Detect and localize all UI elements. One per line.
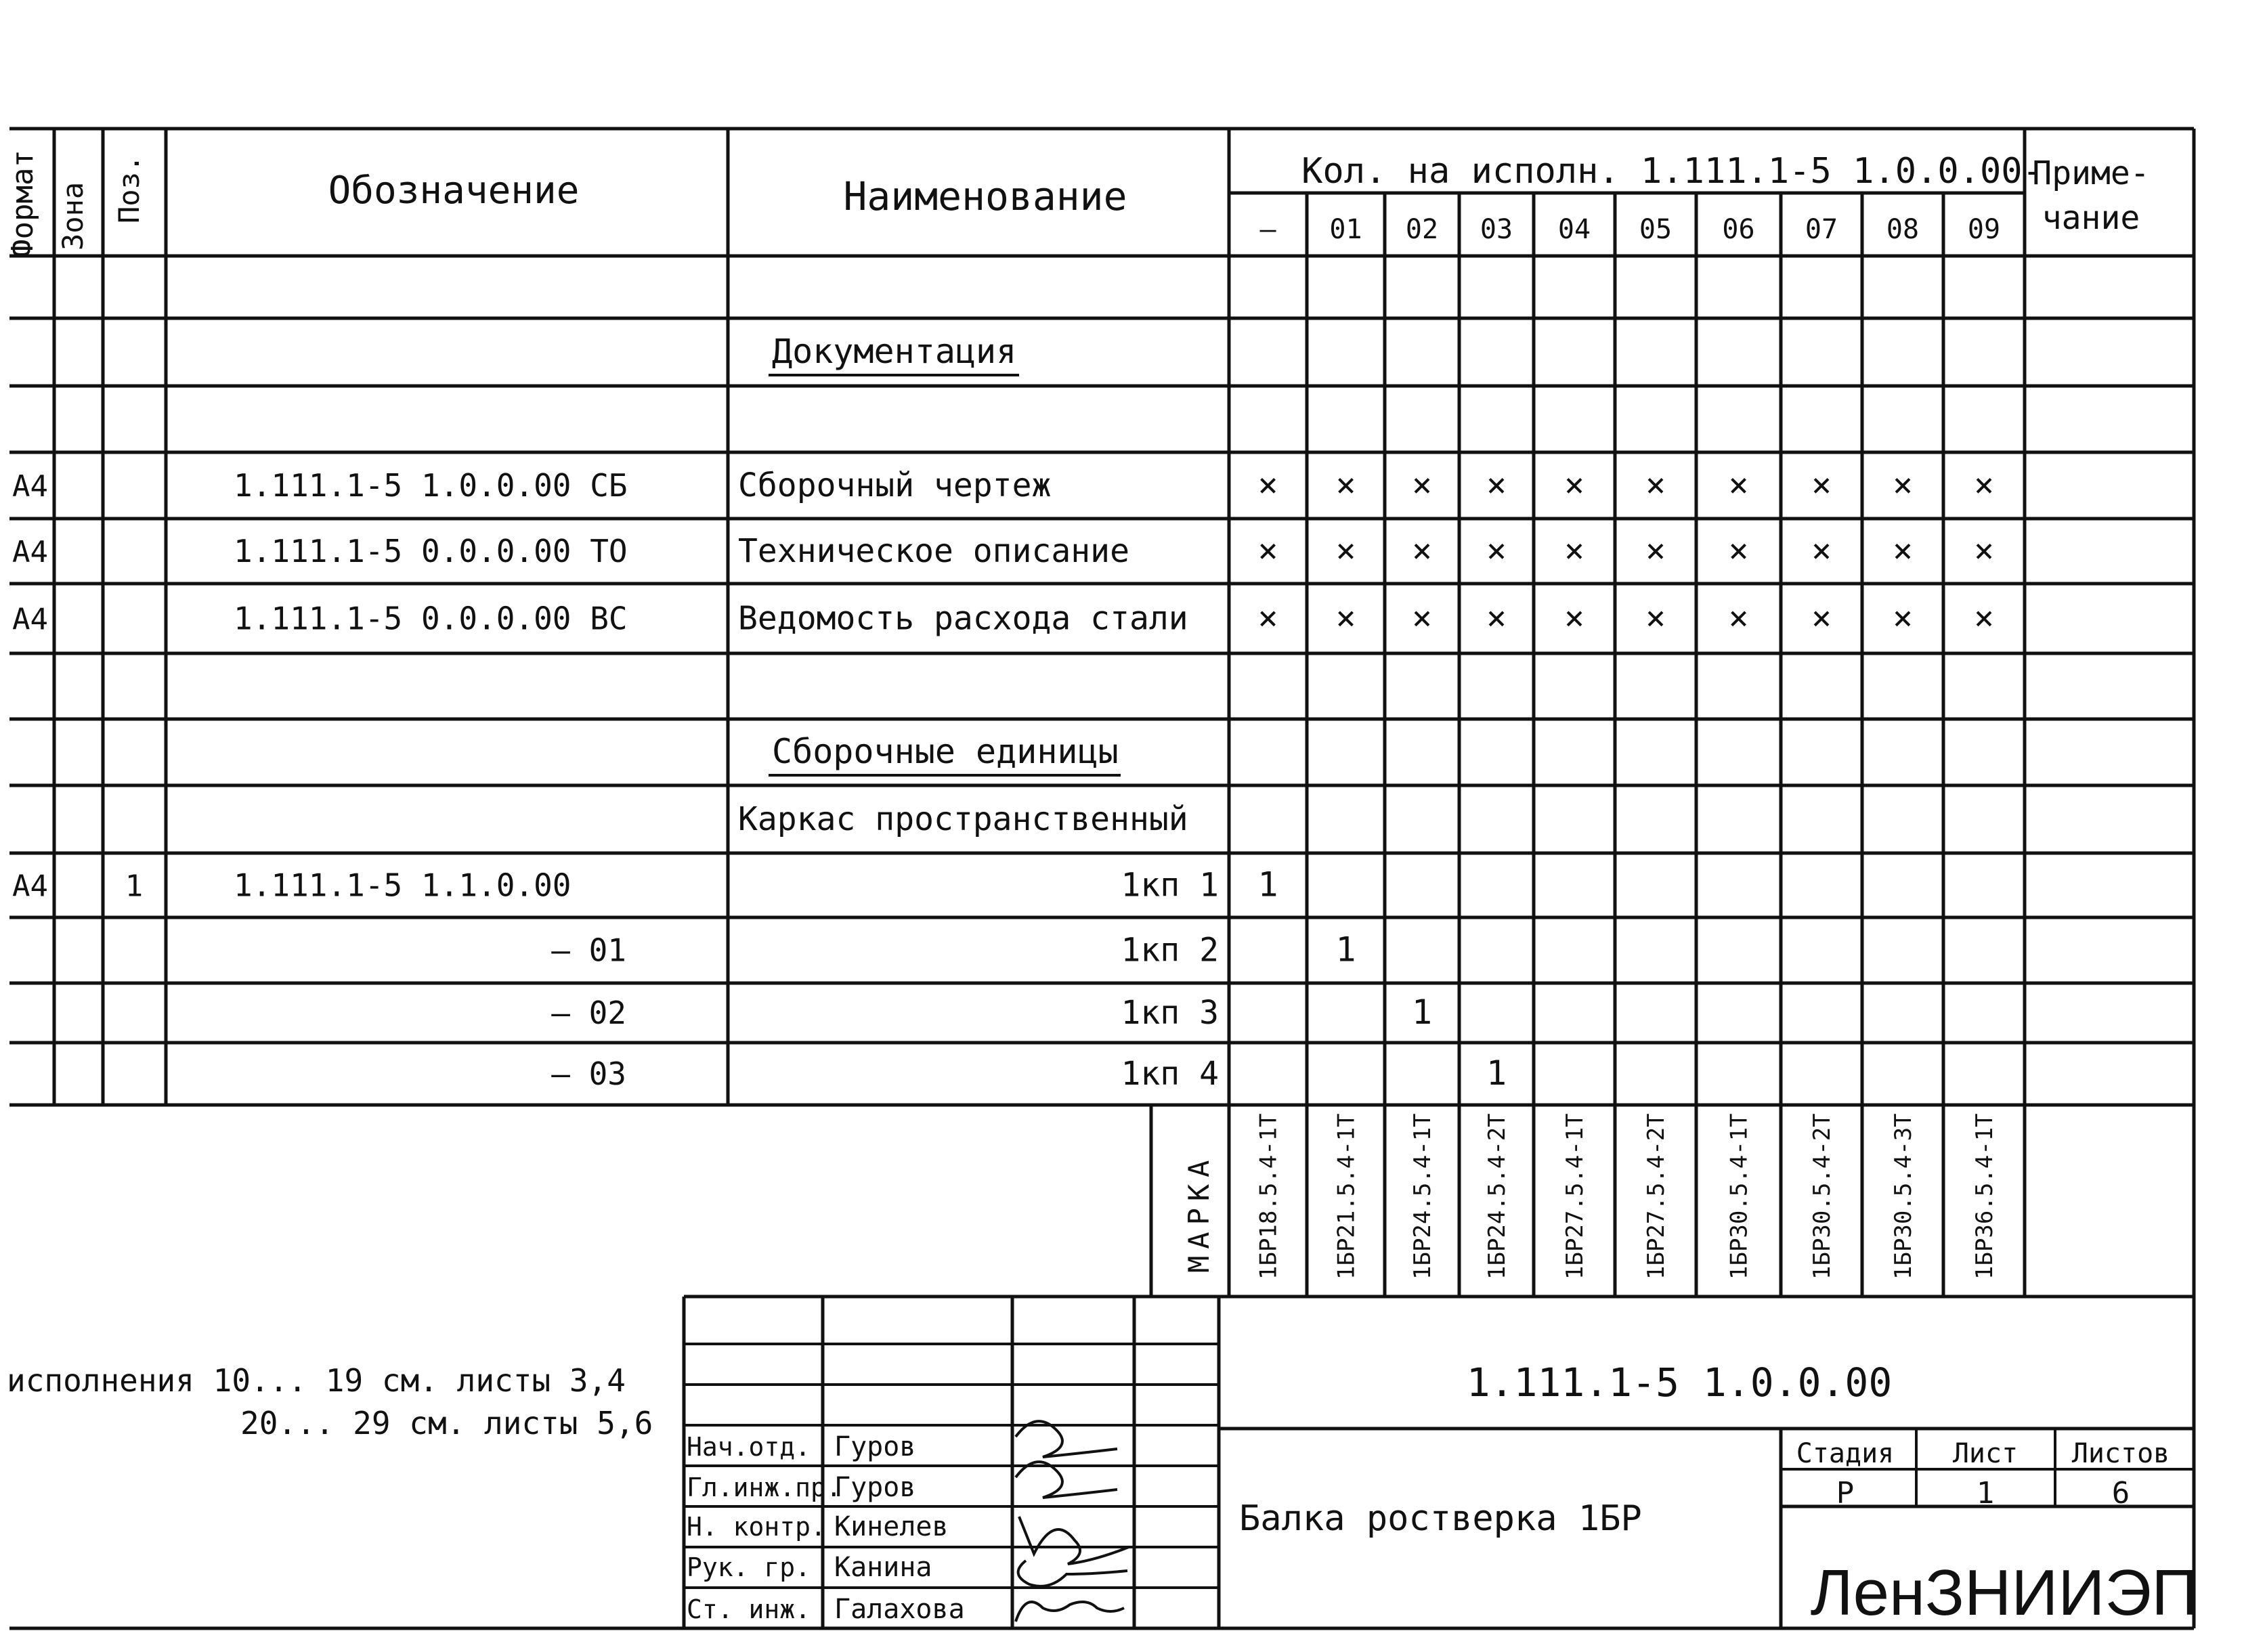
row-qty: ×	[1335, 465, 1356, 504]
note-line2: 20... 29 см. листы 5,6	[240, 1405, 653, 1441]
row-qty: ×	[1257, 531, 1278, 570]
variant-label: 03	[1480, 214, 1513, 245]
table-row	[551, 930, 1356, 970]
row-position: 1	[125, 869, 144, 904]
person-role: Ст. инж.	[687, 1594, 811, 1624]
header-note-line2: чание	[2042, 199, 2140, 237]
marka-value: 1БР18.5.4-1Т	[1255, 1113, 1282, 1280]
row-designation: — 01	[551, 932, 626, 969]
row-qty: ×	[1728, 598, 1749, 638]
row-qty: ×	[1411, 465, 1433, 504]
row-name: 1кп 3	[1121, 994, 1219, 1032]
row-qty: ×	[1486, 531, 1507, 570]
document-code: 1.111.1-5 1.0.0.00	[1466, 1360, 1893, 1406]
row-qty: ×	[1411, 531, 1433, 570]
variant-label: 09	[1967, 214, 2001, 245]
variant-label: 02	[1405, 214, 1439, 245]
row-name: Техническое описание	[738, 532, 1129, 570]
signature-row	[687, 1552, 932, 1583]
person-role: Нач.отд.	[687, 1432, 811, 1462]
marka-value: 1БР30.5.4-3Т	[1890, 1113, 1917, 1280]
header-qty-title: Кол. на исполн. 1.111.1-5 1.0.0.00-	[1301, 151, 2044, 192]
row-format: А4	[12, 602, 48, 637]
header-pos: Поз.	[112, 154, 146, 223]
signature-row	[687, 1511, 949, 1542]
row-qty: ×	[1411, 598, 1433, 638]
header-zone: Зона	[56, 181, 89, 251]
row-qty: ×	[1892, 531, 1914, 570]
variant-label: 07	[1805, 214, 1838, 245]
row-designation: 1.111.1-5 0.0.0.00 ВС	[234, 600, 628, 637]
section-heading: Сборочные единицы	[772, 732, 1119, 771]
sheets-label: Листов	[2071, 1438, 2170, 1469]
row-qty: ×	[1335, 531, 1356, 570]
row-qty: ×	[1728, 465, 1749, 504]
person-name: Канина	[834, 1552, 932, 1583]
row-qty: ×	[1811, 531, 1832, 570]
row-qty: ×	[1973, 531, 1995, 570]
row-qty: ×	[1811, 598, 1832, 638]
document-title: Балка ростверка 1БР	[1239, 1498, 1642, 1539]
marka-value: 1БР30.5.4-2Т	[1809, 1113, 1836, 1280]
section-heading: Документация	[772, 332, 1017, 371]
row-name: Ведомость расхода стали	[738, 599, 1188, 638]
stage-label: Стадия	[1796, 1438, 1895, 1469]
table-row	[738, 800, 1188, 838]
variant-label: 01	[1329, 214, 1362, 245]
person-role: Н. контр.	[687, 1512, 826, 1542]
table-header	[5, 150, 2150, 257]
table-row	[551, 1053, 1507, 1093]
header-name: Наименование	[843, 173, 1127, 219]
stage-value: Р	[1836, 1476, 1855, 1510]
signature-row	[687, 1431, 915, 1462]
marka-value: 1БР21.5.4-1Т	[1333, 1113, 1360, 1280]
row-qty: ×	[1486, 465, 1507, 504]
row-qty: ×	[1563, 598, 1585, 638]
row-qty: ×	[1563, 465, 1585, 504]
variant-label: 04	[1557, 214, 1591, 245]
person-role: Рук. гр.	[687, 1552, 811, 1582]
row-qty: ×	[1335, 598, 1356, 638]
row-qty: 1	[1486, 1053, 1507, 1093]
variant-label: 05	[1639, 214, 1673, 245]
header-variants	[1259, 214, 2000, 245]
marka-values	[1255, 1113, 1999, 1280]
row-qty: ×	[1892, 598, 1914, 638]
row-qty: ×	[1645, 598, 1666, 638]
table-row	[769, 732, 1121, 775]
row-designation: 1.111.1-5 0.0.0.00 ТО	[234, 533, 628, 569]
table-row	[12, 865, 1278, 905]
row-qty: 1	[1257, 865, 1278, 905]
note-line1: исполнения 10... 19 см. листы 3,4	[7, 1362, 626, 1399]
row-qty: ×	[1645, 531, 1666, 570]
marka-value: 1БР30.5.4-1Т	[1725, 1113, 1753, 1280]
marka-label: МАРКА	[1182, 1153, 1215, 1273]
person-name: Галахова	[834, 1594, 965, 1625]
title-block	[9, 1297, 2198, 1629]
header-designation: Обозначение	[328, 169, 580, 213]
table-row	[769, 332, 1019, 375]
row-name: 1кп 2	[1121, 931, 1219, 970]
person-role: Гл.инж.пр.	[687, 1473, 842, 1502]
row-name: Каркас пространственный	[738, 800, 1188, 838]
row-name: Сборочный чертеж	[738, 466, 1052, 504]
row-qty: ×	[1973, 465, 1995, 504]
variant-label: —	[1259, 214, 1276, 245]
row-qty: ×	[1257, 598, 1278, 638]
marka-value: 1БР27.5.4-2Т	[1643, 1113, 1670, 1280]
person-name: Кинелев	[834, 1511, 949, 1542]
marka-value: 1БР36.5.4-1Т	[1971, 1113, 1998, 1280]
row-qty: ×	[1892, 465, 1914, 504]
row-qty: ×	[1563, 531, 1585, 570]
row-format: А4	[12, 469, 48, 504]
row-qty: ×	[1973, 598, 1995, 638]
row-format: А4	[12, 869, 48, 904]
row-name: 1кп 4	[1121, 1055, 1219, 1093]
table-row	[551, 993, 1432, 1032]
signature-row	[687, 1594, 965, 1625]
person-name: Гуров	[834, 1431, 916, 1462]
row-format: А4	[12, 535, 48, 569]
header-note-line1: Приме-	[2032, 154, 2150, 192]
signatures-table	[687, 1431, 965, 1625]
sheet-value: 1	[1976, 1476, 1995, 1510]
marka-value: 1БР24.5.4-2Т	[1484, 1113, 1511, 1280]
organization-name: ЛенЗНИИЭП	[1810, 1557, 2199, 1629]
row-qty: 1	[1411, 993, 1433, 1032]
variant-label: 06	[1722, 214, 1755, 245]
row-designation: 1.111.1-5 1.0.0.00 СБ	[234, 467, 628, 504]
row-designation: — 02	[551, 995, 626, 1031]
signature-row	[687, 1472, 915, 1503]
row-name: 1кп 1	[1121, 866, 1219, 905]
marka-value: 1БР24.5.4-1Т	[1409, 1113, 1436, 1280]
marka-value: 1БР27.5.4-1Т	[1561, 1113, 1589, 1280]
row-qty: ×	[1486, 598, 1507, 638]
sheet-label: Лист	[1952, 1438, 2019, 1469]
marka-band	[1182, 1113, 1998, 1280]
row-qty: ×	[1645, 465, 1666, 504]
header-format: Формат	[5, 150, 40, 257]
row-qty: ×	[1257, 465, 1278, 504]
row-qty: 1	[1335, 930, 1356, 970]
row-qty: ×	[1728, 531, 1749, 570]
row-designation: 1.111.1-5 1.1.0.00	[234, 867, 571, 904]
sheets-value: 6	[2111, 1476, 2130, 1510]
table-grid	[9, 129, 2194, 1297]
variant-label: 08	[1886, 214, 1920, 245]
person-name: Гуров	[834, 1472, 916, 1503]
row-qty: ×	[1811, 465, 1832, 504]
signature-marks	[1016, 1421, 1129, 1622]
row-designation: — 03	[551, 1056, 626, 1092]
